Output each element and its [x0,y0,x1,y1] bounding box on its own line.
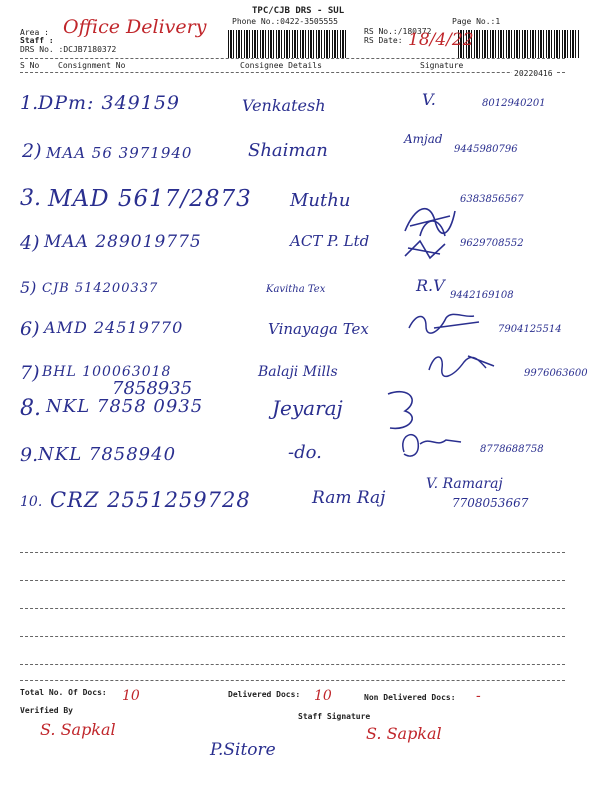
consignee-name: Venkatesh [242,96,326,115]
rs-date-value: 18/4/22 [408,30,474,50]
phone-number: 9629708552 [460,238,524,249]
consignment-number: MAD 5617/2873 [48,186,252,212]
consignee-name: Vinayaga Tex [268,320,369,338]
staff-signature: S. Sapkal [366,724,442,743]
staff-label: Staff : [20,36,54,45]
area-label: Area : [20,28,49,37]
consignee-name: Ram Raj [312,488,386,508]
barcode-right [458,30,580,58]
barcode-left [228,30,348,58]
phone-number: 6383856567 [460,194,524,205]
page-number: Page No.:1 [452,17,501,26]
entry-number: 1. [20,92,39,114]
entry-number: 3. [20,186,41,211]
signature: V. Ramaraj [426,476,503,492]
form-title: TPC/CJB DRS - SUL [252,6,345,16]
signature-scribble [404,308,484,338]
entry-row [20,232,580,272]
consignee-name: Muthu [290,190,351,211]
phone-number: 9442169108 [450,290,514,301]
col-signature: Signature [420,61,464,70]
entry-row [20,186,580,226]
consignment-number: AMD 24519770 [44,318,184,337]
consignment-number: MAA 56 3971940 [46,144,193,162]
phone-number: 7708053667 [452,496,529,510]
phone-number: Phone No.:0422-3505555 [232,17,338,26]
col-consignee: Consignee Details [240,61,322,70]
entry-number: 4) [20,232,40,254]
non-delivered-docs-label: Non Delivered Docs: [364,693,456,702]
entry-number: 7) [20,362,40,384]
consignment-number: CRZ 2551259728 [50,488,251,512]
rs-number: RS No.:/180372 [364,27,432,36]
phone-number: 7904125514 [498,324,562,335]
header-rule-top [20,58,565,59]
signature: R.V [416,276,445,295]
header-rule-bottom [20,72,565,73]
extra-signature: P.Sitore [210,740,276,760]
entry-number: 2) [22,140,42,162]
entry-number: 6) [20,318,40,340]
phone-number: 8778688758 [480,444,544,455]
consignment-number: BHL 100063018 [42,364,172,380]
empty-line [20,664,565,665]
entry-row [20,132,580,180]
col-consignment: Consignment No [58,61,126,70]
rs-date-label: RS Date: [364,36,403,45]
empty-line [20,580,565,581]
drs-number: DRS No. :DCJB7180372 [20,45,117,54]
entry-row [20,476,580,528]
verified-by-label: Verified By [20,706,73,715]
entry-row [20,92,580,132]
signature: Amjad [404,132,443,146]
empty-line [20,608,565,609]
date-stamp: 20220416 [514,69,553,78]
consignee-name: Balaji Mills [258,364,338,380]
signature-scribble [424,348,504,378]
phone-number: 9445980796 [454,144,518,155]
consignment-correction: 7858935 [112,378,193,399]
entry-number: 5) [20,278,37,297]
footer-rule [20,680,565,681]
signature: V. [422,90,436,109]
consignee-name: -do. [288,442,322,463]
non-delivered-docs-value: - [476,688,481,704]
consignee-name: Jeyaraj [272,396,343,420]
delivered-docs-value: 10 [314,688,332,704]
signature-scribble [400,236,450,266]
staff-signature-label: Staff Signature [298,712,371,721]
phone-number: 8012940201 [482,98,546,109]
consignment-number: NKL 7858 0935 [46,396,204,417]
entry-number: 8. [20,396,41,421]
consignee-name: Kavitha Tex [266,284,326,295]
consignee-name: Shaiman [248,140,328,161]
total-docs-label: Total No. Of Docs: [20,688,107,697]
entry-number: 9. [20,444,39,466]
entry-row [20,396,580,436]
entry-row [20,278,580,318]
consignment-number: MAA 289019775 [44,232,202,252]
consignment-number: NKL 7858940 [38,444,177,465]
empty-line [20,636,565,637]
consignee-name: ACT P. Ltd [290,232,370,250]
area-value: Office Delivery [63,16,207,38]
col-sno: S No [20,61,40,70]
total-docs-value: 10 [122,688,140,704]
delivered-docs-label: Delivered Docs: [228,690,301,699]
entry-number: 10. [20,494,43,510]
consignment-number: CJB 514200337 [42,281,159,296]
phone-number: 9976063600 [524,368,588,379]
verified-signature: S. Sapkal [40,720,116,739]
consignment-number: DPm: 349159 [38,92,181,114]
signature-scribble [396,424,466,464]
empty-line [20,552,565,553]
